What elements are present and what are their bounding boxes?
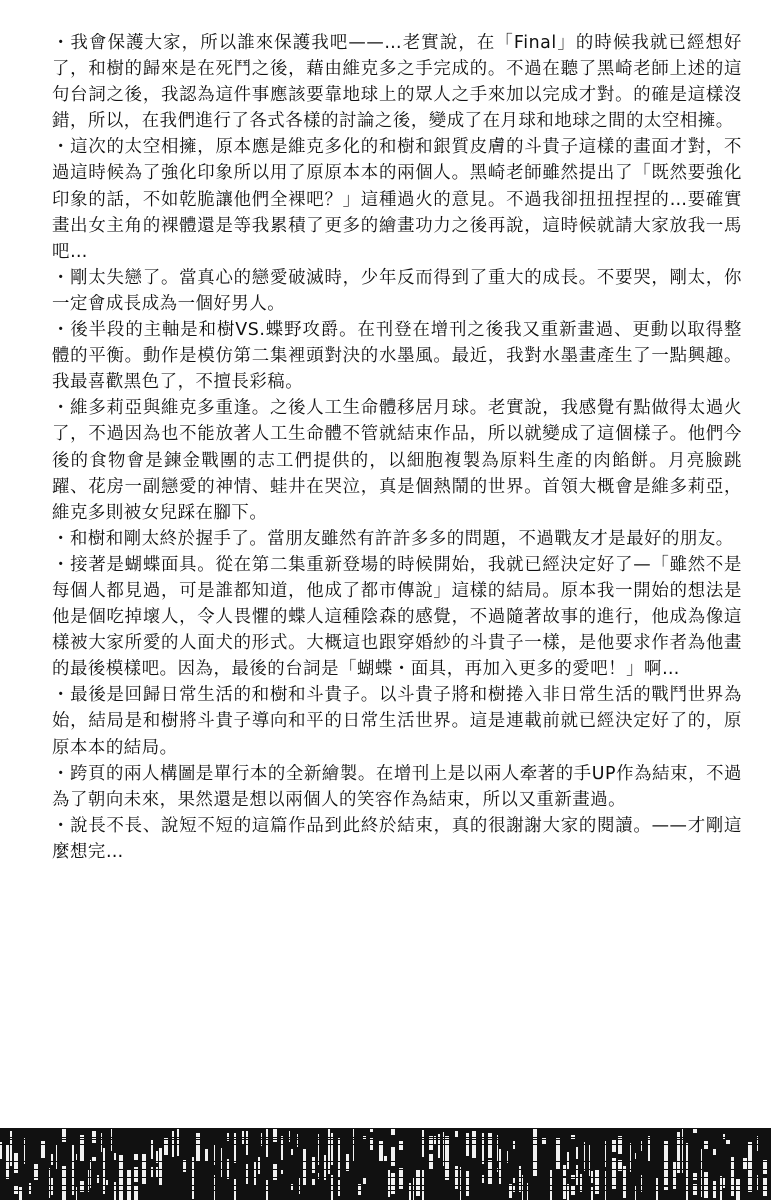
- barcode-stripe: [513, 1186, 515, 1192]
- barcode-stripe: [413, 1177, 414, 1200]
- barcode-stripe: [14, 1185, 18, 1194]
- barcode-stripe: [156, 1151, 158, 1160]
- barcode-stripe: [88, 1177, 89, 1186]
- barcode-stripe: [227, 1164, 229, 1179]
- barcode-stripe: [693, 1129, 697, 1133]
- barcode-stripe: [438, 1138, 440, 1144]
- barcode-stripe: [580, 1174, 582, 1192]
- barcode-stripe: [488, 1160, 492, 1184]
- barcode-stripe: [297, 1134, 298, 1147]
- barcode-stripe: [266, 1128, 268, 1157]
- barcode-stripe: [62, 1129, 66, 1142]
- barcode-stripe: [51, 1178, 53, 1195]
- barcode-stripe: [192, 1184, 194, 1199]
- barcode-stripe: [90, 1160, 91, 1188]
- barcode-stripe: [542, 1137, 546, 1145]
- barcode-stripe: [589, 1144, 590, 1176]
- barcode-stripe: [723, 1177, 725, 1188]
- barcode-stripe: [151, 1140, 153, 1159]
- barcode-stripe: [331, 1141, 333, 1154]
- barcode-stripe: [488, 1133, 492, 1158]
- barcode-stripe: [205, 1149, 208, 1162]
- barcode-stripe: [391, 1128, 395, 1135]
- barcode-stripe: [763, 1177, 767, 1196]
- barcode-stripe: [114, 1153, 116, 1160]
- barcode-stripe: [101, 1134, 102, 1152]
- barcode-stripe: [576, 1165, 578, 1185]
- paragraph-7: ・接著是蝴蝶面具。從在第二集重新登場的時候開始，我就已經決定好了—「雖然不是每個人都見過，可是誰都知道，他成了都市傳說」這樣的結局。原本我一開始的想法是他是個吃掉壞人，令人畏懼的蝶人這種陰森的感覺，不過隨著故事的進行，他成為像這樣被大家所愛的人面犬的形式。大概這也跟穿婚紗的斗貴子一樣，是他要求作者為他畫的最後模樣吧。因為，最後的台詞是「蝴蝶・面具，再加入更多的愛吧！」啊…: [52, 554, 742, 680]
- barcode-stripe: [429, 1136, 433, 1150]
- barcode-pattern: [0, 1128, 771, 1200]
- barcode-stripe: [281, 1170, 283, 1174]
- barcode-stripe: [177, 1141, 179, 1156]
- barcode-stripe: [134, 1154, 138, 1160]
- barcode-stripe: [49, 1185, 50, 1198]
- barcode-scanline: [0, 1169, 771, 1170]
- barcode-stripe: [635, 1153, 636, 1159]
- barcode-stripe: [291, 1149, 293, 1155]
- barcode-stripe: [686, 1160, 688, 1189]
- barcode-scanline: [0, 1137, 771, 1138]
- barcode-stripe: [630, 1143, 631, 1167]
- barcode-stripe: [757, 1182, 758, 1191]
- barcode-stripe: [720, 1176, 722, 1182]
- barcode-stripe: [656, 1184, 658, 1200]
- barcode-stripe: [567, 1184, 569, 1200]
- barcode-stripe: [10, 1131, 12, 1163]
- barcode-stripe: [119, 1155, 123, 1188]
- barcode-stripe: [324, 1155, 326, 1180]
- barcode-stripe: [312, 1157, 315, 1173]
- barcode-stripe: [72, 1144, 74, 1176]
- barcode-stripe: [563, 1165, 566, 1176]
- barcode-stripe: [24, 1137, 25, 1164]
- barcode-stripe: [234, 1179, 236, 1196]
- barcode-stripe: [743, 1158, 747, 1169]
- barcode-scanline: [0, 1139, 771, 1140]
- barcode-stripe: [550, 1179, 552, 1198]
- paragraph-8: ・最後是回歸日常生活的和樹和斗貴子。以斗貴子將和樹捲入非日常生活的戰鬥世界為始，結局是和樹將斗貴子導向和平的日常生活世界。這是連載前就已經決定好了的，原原本本的結局。: [52, 685, 742, 758]
- barcode-scanline: [0, 1161, 771, 1162]
- barcode-stripe: [312, 1179, 315, 1186]
- barcode-stripe: [177, 1129, 179, 1136]
- barcode-stripe: [214, 1175, 215, 1200]
- barcode-stripe: [519, 1166, 521, 1182]
- barcode-stripe: [318, 1173, 319, 1179]
- barcode-stripe: [533, 1129, 537, 1143]
- barcode-stripe: [422, 1169, 424, 1190]
- barcode-stripe: [254, 1163, 256, 1186]
- barcode-stripe: [591, 1187, 593, 1200]
- paragraph-1: ・我會保護大家，所以誰來保護我吧——…老實說，在「Final」的時候我就已經想好了，和樹的歸來是在死鬥之後，藉由維克多之手完成的。不過在聽了黑崎老師上述的這句台詞之後，我認為這件事應該要靠地球上的眾人之手來加以完成才對。的確是這樣沒錯，所以，在我們進行了各式各樣的討論之後，變成了在月球和地球之間的太空相擁。: [52, 33, 742, 132]
- barcode-stripe: [763, 1160, 767, 1174]
- barcode-scanline: [0, 1185, 771, 1186]
- barcode-stripe: [338, 1138, 340, 1165]
- barcode-stripe: [246, 1164, 248, 1184]
- barcode-stripe: [51, 1154, 53, 1165]
- barcode-stripe: [686, 1143, 688, 1164]
- barcode-stripe: [303, 1174, 306, 1185]
- barcode-stripe: [686, 1187, 688, 1200]
- barcode-stripe: [76, 1187, 77, 1200]
- barcode-stripe: [56, 1144, 57, 1170]
- barcode-stripe: [723, 1134, 725, 1139]
- barcode-stripe: [266, 1187, 268, 1200]
- barcode-scanline: [0, 1190, 771, 1191]
- barcode-stripe: [76, 1154, 77, 1160]
- paragraph-4: ・後半段的主軸是和樹VS.蝶野攻爵。在刊登在增刊之後我又重新畫過、更動以取得整體的平衡。動作是模仿第二集裡頭對決的水墨風。最近，我對水墨畫產生了一點興趣。我最喜歡黑色了，不擅長彩稿。: [52, 320, 742, 393]
- afterword-text: [52, 30, 742, 865]
- barcode-stripe: [318, 1134, 319, 1151]
- barcode-stripe: [556, 1145, 560, 1170]
- barcode-stripe: [605, 1148, 606, 1167]
- barcode-stripe: [612, 1158, 616, 1189]
- barcode-stripe: [328, 1154, 330, 1174]
- barcode-stripe: [455, 1131, 458, 1138]
- barcode-stripe: [635, 1185, 636, 1200]
- barcode-stripe: [159, 1177, 162, 1186]
- barcode-stripe: [399, 1141, 403, 1150]
- barcode-stripe: [550, 1169, 552, 1177]
- barcode-stripe: [648, 1148, 650, 1152]
- barcode-stripe: [273, 1129, 277, 1142]
- barcode-stripe: [748, 1142, 752, 1169]
- barcode-stripe: [757, 1136, 758, 1151]
- barcode-stripe: [748, 1167, 752, 1192]
- barcode-stripe: [736, 1179, 740, 1200]
- barcode-scanline: [0, 1177, 771, 1178]
- barcode-stripe: [422, 1130, 424, 1157]
- barcode-stripe: [445, 1136, 449, 1167]
- barcode-stripe: [338, 1180, 340, 1196]
- barcode-stripe: [331, 1175, 333, 1200]
- barcode-stripe: [391, 1147, 395, 1166]
- barcode-stripe: [303, 1155, 306, 1166]
- barcode-stripe: [221, 1162, 222, 1169]
- barcode-stripe: [41, 1141, 45, 1158]
- barcode-stripe: [713, 1181, 716, 1198]
- paragraph-6: ・和樹和剛太終於握手了。當朋友雖然有許許多多的問題，不過戰友才是最好的朋友。: [52, 528, 734, 549]
- barcode-stripe: [499, 1149, 501, 1161]
- barcode-stripe: [134, 1186, 138, 1200]
- barcode-scanline: [0, 1128, 771, 1129]
- barcode-stripe: [289, 1131, 290, 1142]
- barcode-stripe: [29, 1183, 31, 1194]
- barcode-stripe: [713, 1149, 716, 1155]
- barcode-stripe: [328, 1129, 330, 1156]
- barcode-stripe: [443, 1132, 444, 1154]
- paragraph-2: ・這次的太空相擁，原本應是維克多化的和樹和銀質皮膚的斗貴子這樣的畫面才對，不過這時候為了強化印象所以用了原原本本的兩個人。黑崎老師雖然提出了「既然要強化印象的話，不如乾脆讓他們全裸吧？」這種過火的意見。不過我卻扭扭捏捏的…要確實畫出女主角的裸體還是等我累積了更多的繪畫功力之後再說，這時候就請大家放我一馬吧…: [52, 137, 742, 262]
- paragraph-3: ・剛太失戀了。當真心的戀愛破滅時，少年反而得到了重大的成長。不要哭，剛太，你一定會成長成為一個好男人。: [52, 267, 742, 314]
- paragraph-10: ・說長不長、說短不短的這篇作品到此終於結束，真的很謝謝大家的閱讀。——才剛這麼想完…: [52, 815, 742, 862]
- barcode-stripe: [726, 1140, 730, 1144]
- barcode-stripe: [291, 1184, 293, 1190]
- barcode-stripe: [497, 1135, 498, 1148]
- barcode-stripe: [576, 1147, 578, 1159]
- barcode-stripe: [156, 1167, 158, 1177]
- barcode-stripe: [466, 1171, 469, 1196]
- paragraph-9: ・跨頁的兩人構圖是單行本的全新繪製。在增刊上是以兩人牽著的手UP作為結束，不過為了朝向未來，果然還是想以兩個人的笑容作為結束，所以又重新畫過。: [52, 763, 742, 810]
- barcode-scanline: [0, 1144, 771, 1145]
- barcode-stripe: [258, 1157, 260, 1174]
- decorative-barcode-band: [0, 1128, 771, 1200]
- barcode-stripe: [97, 1175, 99, 1183]
- barcode-stripe: [664, 1155, 668, 1186]
- barcode-stripe: [522, 1175, 523, 1199]
- paragraph-5: ・維多莉亞與維克多重逢。之後人工生命體移居月球。老實說，我感覺有點做得太過火了，不過因為也不能放著人工生命體不管就結束作品，所以就變成了這個樣子。他們今後的食物會是鍊金戰團的志工們提供的，以細胞複製為原料生產的肉餡餅。月亮臉跳躍、花房一副戀愛的神情、蛙井在哭泣，真是個熱鬧的世界。首領大概會是維多莉亞，維克多則被女兒踩在腳下。: [52, 398, 742, 523]
- barcode-stripe: [693, 1173, 697, 1180]
- barcode-stripe: [641, 1141, 642, 1151]
- barcode-stripe: [482, 1175, 484, 1183]
- barcode-stripe: [142, 1171, 146, 1176]
- barcode-stripe: [466, 1186, 469, 1190]
- barcode-stripe: [623, 1166, 626, 1198]
- barcode-stripe: [19, 1187, 22, 1200]
- barcode-stripe: [159, 1163, 162, 1178]
- barcode-stripe: [673, 1162, 676, 1189]
- barcode-stripe: [363, 1178, 366, 1184]
- barcode-stripe: [612, 1139, 616, 1152]
